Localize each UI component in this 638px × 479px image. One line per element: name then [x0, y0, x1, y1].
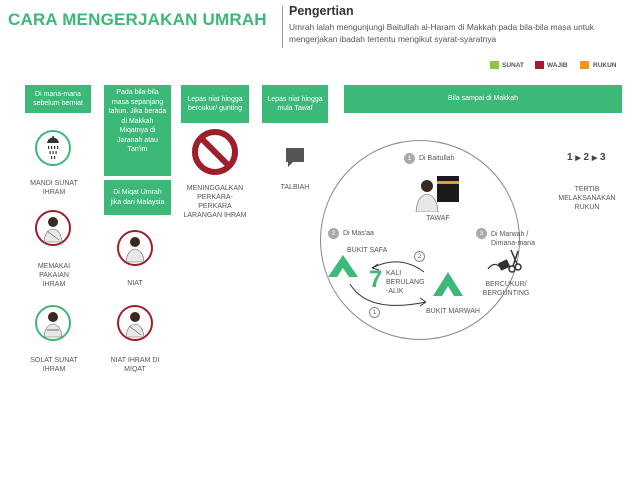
sai-leg1-number: 1: [369, 307, 380, 318]
scissors-razor-icon: [486, 247, 522, 275]
sai-leg2-number: 2: [414, 251, 425, 262]
kaaba-tawaf-icon: [411, 170, 465, 212]
legend-swatch-wajib: [535, 61, 544, 69]
makkah-header: Bila sampai di Makkah: [344, 85, 622, 113]
larangan-ihram-label: MENINGGALKAN PERKARA- PERKARA LARANGAN IHRAM: [183, 185, 247, 219]
niat-label: NIAT: [127, 280, 143, 287]
legend-swatch-sunat: [490, 61, 499, 69]
tertib-sequence: [567, 152, 606, 163]
talbiah-label: TALBIAH: [280, 184, 310, 191]
tertib-step-1: 1: [567, 152, 573, 163]
legend-label-rukun: RUKUN: [593, 62, 617, 69]
step1-number: 1: [404, 153, 415, 164]
arrow-right-icon: ▶: [591, 155, 598, 162]
step2-label: Di Mas'aa: [343, 230, 374, 237]
speech-bubble-icon: [283, 145, 307, 169]
col3-header: Lepas niat hingga bercukur/ gunting: [181, 85, 249, 123]
mandi-sunat-label: MANDI SUNAT IHRAM: [30, 180, 78, 196]
col4-header: Lepas niat hingga mula Tawaf: [262, 85, 328, 123]
tertib-label: TERTIB MELAKSANAKAN RUKUN: [558, 186, 616, 211]
definition-text: Umrah ialah mengunjungi Baitullah al-Haram di Makkah pada bila-bila masa untuk mengerjakan ibadah tertentu mengikut syarat-syaratnya: [289, 22, 594, 44]
legend-swatch-rukun: [580, 61, 589, 69]
prohibited-icon: [191, 128, 239, 176]
col2-subheader: Di Miqat Umrah jika dari Malaysia: [104, 180, 171, 215]
sai-repeat-label: KALI BERULANG -ALIK: [386, 270, 425, 295]
bukit-marwah-label: BUKIT MARWAH: [426, 308, 480, 315]
header-divider: [282, 6, 283, 48]
col1-header: Di mana-mana sebelum berniat: [25, 85, 91, 113]
ihram-clothing-icon: [35, 210, 71, 246]
niat-ihram-label: NIAT IHRAM DI MIQAT: [110, 357, 160, 373]
sai-count: 7: [369, 266, 383, 293]
step3-label: Di Marwah / Dimana-mana: [491, 231, 535, 247]
definition-heading: Pengertian: [289, 4, 354, 18]
bukit-safa-label: BUKIT SAFA: [347, 247, 388, 254]
niat-person-icon: [117, 230, 153, 266]
shower-icon: [35, 130, 71, 166]
arrow-right-icon: ▶: [575, 155, 581, 162]
step2-number: 2: [328, 228, 339, 239]
prayer-icon: [35, 305, 71, 341]
memakai-pakaian-label: MEMAKAI PAKAIAN IHRAM: [37, 263, 71, 288]
page-title: CARA MENGERJAKAN UMRAH: [8, 10, 267, 29]
niat-ihram-icon: [117, 305, 153, 341]
legend-label-wajib: WAJIB: [547, 62, 568, 69]
step3-number: 3: [476, 228, 487, 239]
bercukur-label: BERCUKUR/ BERGUNTING: [482, 281, 530, 297]
tertib-step-2: 2: [583, 152, 590, 163]
solat-sunat-label: SOLAT SUNAT IHRAM: [30, 357, 78, 373]
tertib-step-3: 3: [600, 152, 606, 163]
legend-label-sunat: SUNAT: [502, 62, 524, 69]
tawaf-label: TAWAF: [426, 215, 450, 222]
step1-label: Di Baitullah: [419, 155, 455, 162]
col2-header: Pada bila-bila masa sepanjang tahun. Jika berada di Makkah Miqatnya di Jaranah atau Tan'im: [104, 85, 171, 176]
